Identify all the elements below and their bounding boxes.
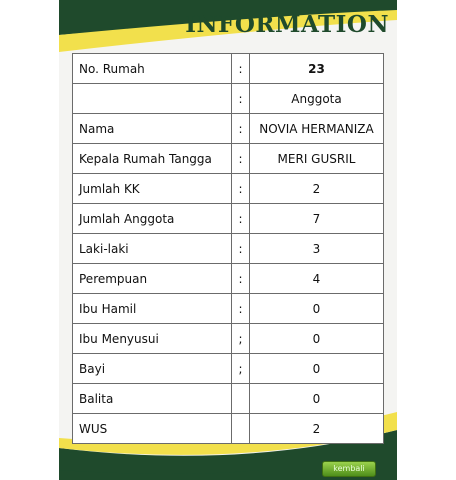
row-colon: :: [232, 84, 250, 114]
table-row: [73, 354, 384, 384]
row-value: 2: [250, 174, 384, 204]
info-table: [72, 53, 384, 444]
row-colon: :: [232, 54, 250, 84]
row-value: 0: [250, 354, 384, 384]
row-colon: ;: [232, 324, 250, 354]
row-label: Jumlah KK: [73, 174, 232, 204]
row-value: 3: [250, 234, 384, 264]
row-value: MERI GUSRIL: [250, 144, 384, 174]
row-colon: :: [232, 204, 250, 234]
row-colon: :: [232, 114, 250, 144]
table-row: [73, 144, 384, 174]
row-value: 4: [250, 264, 384, 294]
table-row: [73, 414, 384, 444]
row-colon: ;: [232, 354, 250, 384]
table-row: [73, 264, 384, 294]
row-label: Jumlah Anggota: [73, 204, 232, 234]
row-label: No. Rumah: [73, 54, 232, 84]
row-label: Laki-laki: [73, 234, 232, 264]
row-value: 0: [250, 384, 384, 414]
row-label: Balita: [73, 384, 232, 414]
table-row: [73, 84, 384, 114]
table-row: [73, 384, 384, 414]
row-label: Kepala Rumah Tangga: [73, 144, 232, 174]
row-colon: :: [232, 264, 250, 294]
table-row: [73, 54, 384, 84]
back-button[interactable]: kembali: [322, 461, 376, 477]
row-label: Ibu Hamil: [73, 294, 232, 324]
row-label: Perempuan: [73, 264, 232, 294]
row-colon: :: [232, 144, 250, 174]
table-row: [73, 294, 384, 324]
table-row: [73, 324, 384, 354]
row-label: Bayi: [73, 354, 232, 384]
row-label: [73, 84, 232, 114]
row-value: 0: [250, 324, 384, 354]
row-value: 23: [250, 54, 384, 84]
row-label: Nama: [73, 114, 232, 144]
row-value: 0: [250, 294, 384, 324]
row-colon: [232, 414, 250, 444]
row-colon: [232, 384, 250, 414]
row-label: Ibu Menyusui: [73, 324, 232, 354]
row-colon: :: [232, 294, 250, 324]
table-row: [73, 174, 384, 204]
table-row: [73, 114, 384, 144]
row-colon: :: [232, 234, 250, 264]
row-value: 7: [250, 204, 384, 234]
row-label: WUS: [73, 414, 232, 444]
row-value: Anggota: [250, 84, 384, 114]
row-value: 2: [250, 414, 384, 444]
row-value: NOVIA HERMANIZA: [250, 114, 384, 144]
page-title: INFORMATION: [185, 11, 389, 38]
table-row: [73, 204, 384, 234]
row-colon: :: [232, 174, 250, 204]
table-row: [73, 234, 384, 264]
